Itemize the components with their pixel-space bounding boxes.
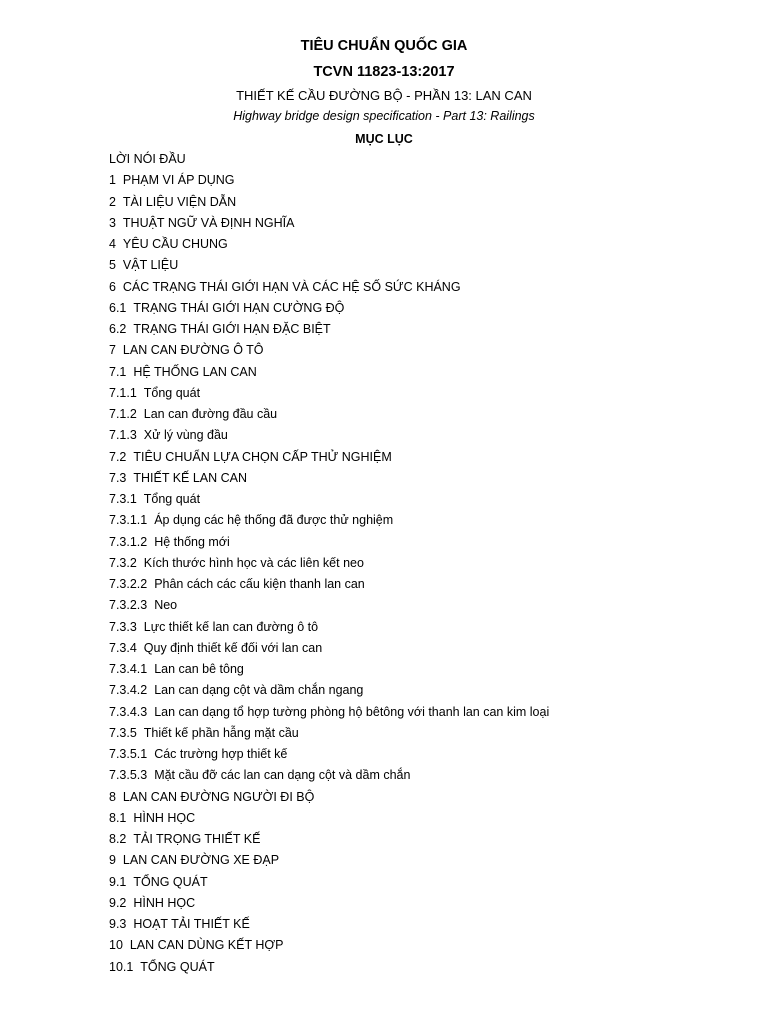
- toc-entry: [109, 789, 549, 810]
- toc-entry: [109, 937, 549, 958]
- toc-entry-number: 6.2: [109, 322, 127, 336]
- toc-entry-title: TỔNG QUÁT: [140, 959, 215, 974]
- toc-entry-number: 6: [109, 279, 116, 294]
- toc-entry-number: 7.3.2: [109, 555, 137, 570]
- toc-entry: [109, 300, 549, 321]
- toc-entry-title: Quy định thiết kế đối với lan can: [143, 640, 323, 655]
- toc-entry-number: 5: [109, 258, 116, 273]
- toc-entry-number: 4: [109, 237, 116, 251]
- toc-entry-number: 7.1.1: [109, 385, 137, 400]
- toc-entry: [109, 194, 549, 215]
- toc-entry-number: 7.1: [109, 364, 127, 379]
- toc-entry-title: Áp dụng các hệ thống đã được thử nghiệm: [154, 513, 394, 528]
- toc-entry: [109, 491, 549, 512]
- toc-entry-number: 7.3.1.2: [109, 534, 148, 549]
- toc-entry-title: Kích thước hình học và các liên kết neo: [143, 555, 364, 570]
- toc-entry-title: Các trường hợp thiết kế: [154, 747, 288, 761]
- toc-entry: [109, 512, 549, 533]
- toc-entry: [109, 406, 549, 427]
- toc-entry-number: 7.3.1.1: [109, 513, 148, 528]
- toc-entry-title: Lan can đường đầu cầu: [143, 407, 278, 421]
- toc-entry: [109, 385, 549, 406]
- toc-entry-title: LAN CAN DÙNG KẾT HỢP: [129, 938, 284, 953]
- toc-entry: [109, 555, 549, 576]
- toc-entry: [109, 874, 549, 895]
- toc-entry-title: PHẠM VI ÁP DỤNG: [122, 173, 235, 188]
- toc-entry-title: VẬT LIỆU: [122, 258, 179, 273]
- toc-entry-title: YÊU CẦU CHUNG: [122, 237, 228, 251]
- toc-entry: [109, 895, 549, 916]
- toc-entry-title: TẢI TRỌNG THIẾT KẾ: [133, 832, 261, 846]
- toc-entry-title: TÀI LIỆU VIỆN DẪN: [122, 194, 237, 209]
- toc-entry-number: 10: [109, 938, 123, 953]
- toc-entry-title: Lan can dạng cột và dầm chắn ngang: [154, 683, 364, 698]
- toc-entry: [109, 810, 549, 831]
- toc-entry-title: Mặt cầu đỡ các lan can dạng cột và dầm chắn: [154, 768, 411, 783]
- toc-entry: [109, 364, 549, 385]
- toc-entry-title: HÌNH HỌC: [133, 810, 196, 825]
- toc-entry-number: 8.2: [109, 832, 127, 846]
- toc-entry-number: 2: [109, 194, 116, 209]
- toc-entry-title: HỆ THỐNG LAN CAN: [133, 364, 257, 379]
- toc-entry: [109, 534, 549, 555]
- toc-entry-number: 7.1.3: [109, 428, 137, 443]
- toc-entry-number: 1: [109, 173, 116, 188]
- toc-entry-number: 7.1.2: [109, 407, 137, 421]
- toc-entry-number: 7.2: [109, 449, 127, 464]
- toc-entry-number: 7.3.3: [109, 619, 137, 634]
- toc-entry: [109, 704, 549, 725]
- toc-entry-number: 7.3: [109, 470, 127, 485]
- toc-entry: [109, 427, 549, 448]
- toc-entry: [109, 279, 549, 300]
- toc-entry-number: 7.3.5.3: [109, 768, 148, 783]
- toc-entry: [109, 640, 549, 661]
- toc-entry: [109, 746, 549, 767]
- toc-entry: [109, 470, 549, 491]
- toc-entry-title: LỜI NÓI ĐẦU: [109, 152, 186, 166]
- toc-entry-number: 7.3.2.3: [109, 598, 148, 613]
- standard-code: TCVN 11823-13:2017: [313, 64, 455, 80]
- toc-entry-number: 7.3.4.2: [109, 683, 148, 698]
- toc-entry-title: TRẠNG THÁI GIỚI HẠN CƯỜNG ĐỘ: [133, 300, 345, 315]
- standard-title: TIÊU CHUẨN QUỐC GIA: [300, 38, 468, 54]
- toc-entry-number: 7.3.1: [109, 492, 137, 506]
- toc-entry: [109, 576, 549, 597]
- document-title-english: Highway bridge design specification - Part 13: Railings: [233, 109, 535, 123]
- document-title-vietnamese: THIẾT KẾ CẦU ĐƯỜNG BỘ - PHẦN 13: LAN CAN: [236, 88, 532, 103]
- toc-entry: [109, 661, 549, 682]
- toc-entry-number: 7.3.2.2: [109, 577, 148, 591]
- toc-entry: [109, 767, 549, 788]
- toc-entry-title: THIẾT KẾ LAN CAN: [133, 470, 248, 485]
- toc-entry-title: HÌNH HỌC: [133, 895, 196, 910]
- toc-entry-number: 7.3.4.1: [109, 662, 148, 676]
- toc-entry-number: 8: [109, 789, 116, 804]
- toc-entry: [109, 725, 549, 746]
- toc-entry-number: 7.3.4.3: [109, 704, 148, 719]
- toc-entry: [109, 215, 549, 236]
- toc-entry-title: HOẠT TẢI THIẾT KẾ: [133, 917, 250, 931]
- toc-entry-number: 8.1: [109, 810, 127, 825]
- toc-entry-title: CÁC TRẠNG THÁI GIỚI HẠN VÀ CÁC HỆ SỐ SỨC KHÁNG: [122, 279, 461, 294]
- toc-entry: [109, 236, 549, 257]
- toc-entry: [109, 831, 549, 852]
- toc-entry: [109, 172, 549, 193]
- toc-entry-title: Lan can dạng tổ hợp tường phòng hộ bêtông với thanh lan can kim loại: [154, 704, 550, 719]
- toc-entry-title: Lan can bê tông: [154, 662, 244, 676]
- toc-entry-title: Neo: [154, 598, 178, 613]
- toc-entry-number: 6.1: [109, 300, 127, 315]
- toc-entry-number: 7.3.5.1: [109, 747, 148, 761]
- toc-entry-title: TRẠNG THÁI GIỚI HẠN ĐẶC BIỆT: [133, 322, 331, 336]
- toc-entry-number: 10.1: [109, 959, 134, 974]
- toc-entry: [109, 449, 549, 470]
- toc-entry: [109, 321, 549, 342]
- toc-entry-number: 9.1: [109, 874, 127, 889]
- toc-entry-title: LAN CAN ĐƯỜNG NGƯỜI ĐI BỘ: [122, 789, 315, 804]
- toc-entry-number: 3: [109, 215, 116, 230]
- table-of-contents: [109, 151, 549, 980]
- toc-heading: MỤC LỤC: [355, 132, 413, 146]
- toc-entry: [109, 959, 549, 980]
- toc-entry-title: TIÊU CHUẨN LỰA CHỌN CẤP THỬ NGHIỆM: [133, 449, 392, 464]
- toc-entry: [109, 852, 549, 873]
- toc-entry-title: Lực thiết kế lan can đường ô tô: [143, 619, 319, 634]
- toc-entry-title: Thiết kế phần hẫng mặt cầu: [143, 725, 299, 740]
- toc-entry-title: TỔNG QUÁT: [133, 874, 208, 889]
- toc-entry-title: Phân cách các cấu kiện thanh lan can: [154, 577, 365, 591]
- toc-entry-title: LAN CAN ĐƯỜNG XE ĐẠP: [122, 853, 280, 868]
- toc-entry: [109, 619, 549, 640]
- toc-entry: [109, 257, 549, 278]
- toc-entry-title: Hệ thống mới: [154, 534, 230, 549]
- toc-entry-number: 9: [109, 853, 116, 868]
- toc-entry-number: 7.3.5: [109, 725, 137, 740]
- toc-entry: [109, 916, 549, 937]
- toc-entry-number: 7: [109, 343, 116, 358]
- toc-entry-title: LAN CAN ĐƯỜNG Ô TÔ: [122, 343, 264, 358]
- toc-entry-number: 7.3.4: [109, 640, 137, 655]
- toc-entry-title: THUẬT NGỮ VÀ ĐỊNH NGHĨA: [122, 215, 295, 230]
- toc-entry: [109, 151, 549, 172]
- toc-entry: [109, 342, 549, 363]
- toc-entry-number: 9.2: [109, 895, 127, 910]
- toc-entry-title: Tổng quát: [143, 492, 201, 506]
- toc-entry: [109, 682, 549, 703]
- toc-entry-title: Tổng quát: [143, 385, 201, 400]
- toc-entry-title: Xử lý vùng đầu: [143, 428, 228, 443]
- toc-entry-number: 9.3: [109, 917, 127, 931]
- toc-entry: [109, 597, 549, 618]
